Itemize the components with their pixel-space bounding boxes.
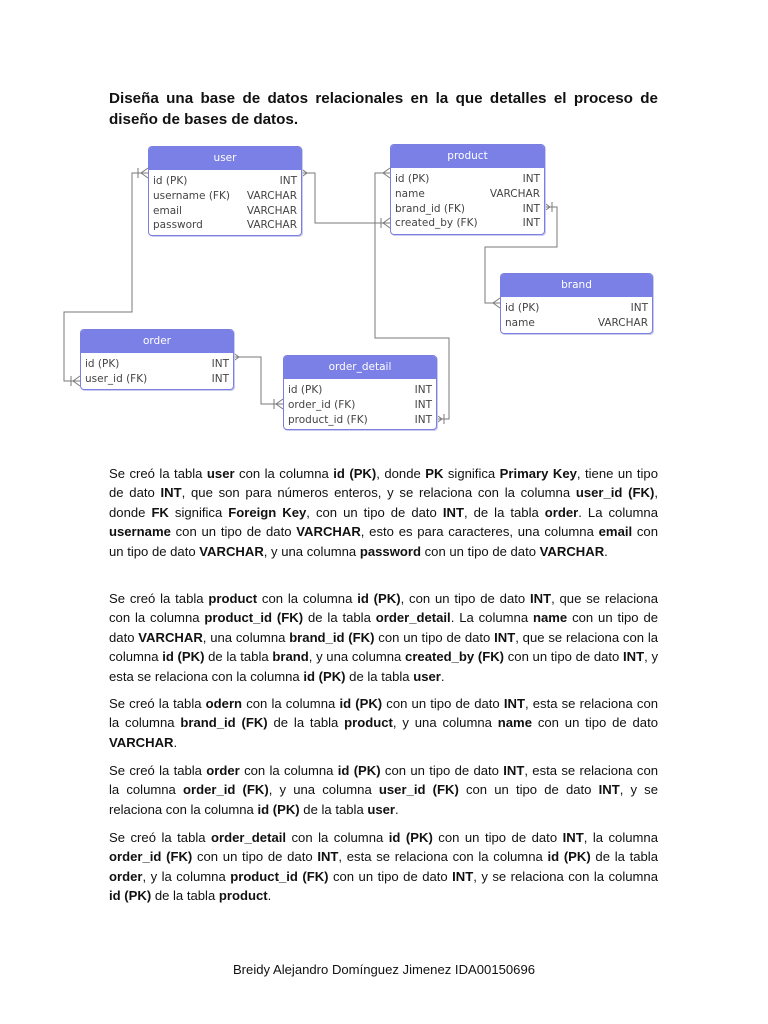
- table-row: [81, 372, 233, 387]
- table-row: [284, 398, 436, 413]
- bold-term: product: [218, 888, 268, 904]
- column-name: id (PK): [288, 384, 323, 396]
- bold-term: username: [109, 524, 171, 540]
- table-row: [501, 301, 652, 316]
- text-run: con un tipo de dato: [420, 543, 540, 559]
- text-run: , y una columna: [308, 649, 406, 665]
- text-run: , de la tabla: [463, 504, 545, 520]
- text-run: con un tipo de dato: [432, 830, 563, 845]
- bold-term: order: [544, 504, 579, 520]
- column-name: username (FK): [153, 189, 230, 202]
- text-run: de la tabla: [299, 801, 368, 817]
- bold-term: email: [598, 524, 633, 540]
- text-run: , donde: [376, 466, 426, 481]
- connector-user-product-created-by: [300, 173, 390, 223]
- bold-term: user_id (FK): [378, 782, 459, 798]
- column-name: product_id (FK): [288, 413, 368, 426]
- table-row: [391, 216, 544, 231]
- text-run: , esta se relaciona con la columna: [338, 849, 548, 865]
- text-run: con la columna: [234, 466, 334, 481]
- text-run: con un tipo de dato: [532, 715, 659, 731]
- paragraph-order-detail: [109, 828, 658, 906]
- bold-term: brand: [272, 649, 309, 665]
- table-row: [149, 204, 301, 219]
- text-run: .: [395, 801, 399, 817]
- bold-term: product_id (FK): [230, 868, 329, 884]
- column-name: id (PK): [505, 302, 540, 314]
- bold-term: brand_id (FK): [180, 715, 268, 731]
- table-row: [81, 357, 233, 372]
- column-type: INT: [211, 358, 229, 370]
- text-run: con la columna: [257, 591, 358, 606]
- column-type: VARCHAR: [597, 316, 648, 329]
- column-type: VARCHAR: [246, 204, 297, 217]
- table-row: [284, 383, 436, 398]
- text-run: significa: [443, 466, 500, 481]
- text-run: , y esta se relaciona con la columna: [109, 649, 659, 684]
- bold-term: order_id (FK): [183, 782, 269, 798]
- text-run: , la columna: [583, 830, 658, 845]
- bold-term: INT: [529, 591, 552, 606]
- text-run: .: [267, 888, 272, 904]
- table-user-title: user: [149, 147, 301, 170]
- text-run: . La columna: [450, 610, 533, 626]
- text-run: , con un tipo de dato: [306, 504, 443, 520]
- text-run: , tiene un tipo de dato: [109, 466, 658, 501]
- text-run: , y una columna: [268, 782, 379, 798]
- text-run: Se creó la tabla: [109, 466, 207, 481]
- text-run: , esta se relaciona con la columna: [109, 763, 659, 798]
- bold-term: product: [208, 591, 258, 606]
- table-order: [80, 329, 234, 390]
- bold-term: VARCHAR: [539, 543, 605, 559]
- text-run: con la columna: [239, 763, 338, 778]
- text-run: , y se relaciona con la columna: [473, 868, 658, 884]
- bold-term: order: [206, 763, 240, 778]
- column-type: VARCHAR: [246, 189, 297, 202]
- text-run: con la columna: [242, 696, 340, 711]
- column-name: id (PK): [395, 173, 430, 185]
- bold-term: INT: [598, 782, 620, 798]
- bold-term: order_id (FK): [109, 849, 193, 865]
- bold-term: password: [359, 543, 421, 559]
- connector-order-order-detail: [232, 357, 283, 404]
- text-run: de la tabla: [267, 715, 345, 731]
- table-row: [391, 187, 544, 202]
- bold-term: id (PK): [547, 849, 591, 865]
- bold-term: id (PK): [337, 763, 381, 778]
- bold-term: INT: [503, 696, 525, 711]
- text-run: Se creó la tabla: [109, 830, 212, 845]
- footer-author: Breidy Alejandro Domínguez Jimenez IDA00150696: [232, 962, 536, 977]
- text-run: con un tipo de dato: [328, 868, 453, 884]
- text-run: , y se relaciona con la columna: [109, 782, 659, 817]
- bold-term: FK: [151, 504, 169, 520]
- bold-term: order_detail: [211, 830, 286, 845]
- table-product-title: product: [391, 145, 544, 168]
- table-user: [148, 146, 302, 236]
- text-run: de la tabla: [345, 668, 414, 684]
- text-run: .: [173, 734, 178, 750]
- text-run: con un tipo de dato: [458, 782, 599, 798]
- text-run: , con un tipo de dato: [400, 591, 530, 606]
- bold-term: order_detail: [375, 610, 451, 626]
- bold-term: INT: [160, 485, 182, 501]
- bold-term: id (PK): [109, 888, 152, 904]
- bold-term: PK: [425, 466, 444, 481]
- column-type: INT: [414, 413, 432, 426]
- bold-term: name: [497, 715, 532, 731]
- text-run: , y una columna: [392, 715, 498, 731]
- bold-term: order: [109, 868, 143, 884]
- text-run: Se creó la tabla: [109, 763, 207, 778]
- table-order-title: order: [81, 330, 233, 353]
- column-name: user_id (FK): [85, 372, 148, 385]
- text-run: con un tipo de dato: [170, 524, 297, 540]
- bold-term: id (PK): [388, 830, 433, 845]
- paragraph-user: [109, 464, 658, 561]
- text-run: Se creó la tabla: [109, 591, 209, 606]
- text-run: , esta se relaciona con la columna: [109, 696, 659, 731]
- column-type: INT: [211, 372, 229, 385]
- bold-term: INT: [452, 868, 474, 884]
- bold-term: id (PK): [162, 649, 205, 665]
- text-run: con un tipo de dato: [504, 649, 624, 665]
- bold-term: odern: [205, 696, 243, 711]
- bold-term: VARCHAR: [138, 629, 203, 645]
- bold-term: INT: [562, 830, 584, 845]
- column-type: INT: [279, 175, 297, 187]
- text-run: con un tipo de dato: [109, 524, 658, 559]
- column-type: VARCHAR: [246, 219, 297, 232]
- column-type: INT: [630, 302, 648, 314]
- bold-term: INT: [442, 504, 464, 520]
- text-run: de la tabla: [151, 888, 219, 904]
- bold-term: id (PK): [339, 696, 383, 711]
- table-order-detail: [283, 355, 437, 430]
- column-name: name: [395, 187, 425, 200]
- text-run: significa: [168, 504, 229, 520]
- bold-term: brand_id (FK): [289, 629, 375, 645]
- text-run: , que son para números enteros, y se relaciona con la columna: [181, 485, 576, 501]
- text-run: , y una columna: [263, 543, 360, 559]
- table-row: [149, 174, 301, 189]
- column-name: created_by (FK): [395, 217, 478, 230]
- bold-term: id (PK): [333, 466, 377, 481]
- column-name: brand_id (FK): [395, 202, 466, 215]
- bold-term: VARCHAR: [296, 524, 361, 540]
- column-type: INT: [414, 398, 432, 411]
- bold-term: INT: [494, 629, 516, 645]
- bold-term: INT: [623, 649, 645, 665]
- table-product: [390, 144, 545, 235]
- bold-term: id (PK): [357, 591, 401, 606]
- text-run: de la tabla: [303, 610, 376, 626]
- bold-term: user: [367, 801, 396, 817]
- column-type: INT: [414, 384, 432, 396]
- bold-term: INT: [317, 849, 339, 865]
- bold-term: Foreign Key: [228, 504, 307, 520]
- page-heading: Diseña una base de datos relacionales en la que detalles el proceso de diseño de bases de datos.: [109, 90, 658, 128]
- text-run: con un tipo de dato: [382, 696, 504, 711]
- text-run: . La columna: [578, 504, 658, 520]
- paragraph-order: [109, 761, 658, 819]
- text-run: de la tabla: [204, 649, 273, 665]
- text-run: , donde: [109, 485, 658, 520]
- text-run: con un tipo de dato: [192, 849, 318, 865]
- column-type: VARCHAR: [489, 187, 540, 200]
- column-name: email: [153, 204, 182, 217]
- table-row: [284, 413, 436, 428]
- bold-term: id (PK): [257, 801, 300, 817]
- bold-term: user_id (FK): [575, 485, 655, 501]
- bold-term: user: [413, 668, 441, 684]
- bold-term: INT: [503, 763, 525, 778]
- table-row: [391, 172, 544, 187]
- table-row: [391, 202, 544, 217]
- table-row: [149, 218, 301, 233]
- text-run: .: [440, 668, 445, 684]
- text-run: , que se relaciona con la columna: [109, 629, 659, 665]
- bold-term: name: [532, 610, 568, 626]
- text-run: , y la columna: [142, 868, 231, 884]
- text-run: Se creó la tabla: [109, 696, 206, 711]
- column-type: INT: [522, 202, 540, 215]
- text-run: con un tipo de dato: [380, 763, 504, 778]
- text-run: con un tipo de dato: [374, 629, 495, 645]
- bold-term: created_by (FK): [405, 649, 505, 665]
- text-run: , una columna: [202, 629, 290, 645]
- text-run: , que se relaciona con la columna: [109, 591, 658, 626]
- table-order-detail-title: order_detail: [284, 356, 436, 379]
- text-run: de la tabla: [590, 849, 658, 865]
- paragraph-product: [109, 589, 658, 686]
- column-name: id (PK): [153, 175, 188, 187]
- paragraph-brand: [109, 694, 658, 752]
- column-name: id (PK): [85, 358, 120, 370]
- table-brand-title: brand: [501, 274, 652, 297]
- column-name: order_id (FK): [288, 398, 356, 411]
- bold-term: user: [206, 466, 235, 481]
- column-name: name: [505, 316, 535, 329]
- bold-term: product_id (FK): [204, 610, 304, 626]
- bold-term: id (PK): [303, 668, 346, 684]
- text-run: con un tipo de dato: [109, 610, 659, 645]
- column-type: INT: [522, 173, 540, 185]
- text-run: .: [604, 543, 608, 559]
- bold-term: product: [344, 715, 393, 731]
- column-name: password: [153, 219, 203, 232]
- bold-term: VARCHAR: [199, 543, 264, 559]
- bold-term: Primary Key: [499, 466, 577, 481]
- column-type: INT: [522, 217, 540, 230]
- table-row: [149, 189, 301, 204]
- table-row: [501, 316, 652, 331]
- text-run: con la columna: [286, 830, 389, 845]
- text-run: , esto es para caracteres, una columna: [360, 524, 599, 540]
- bold-term: VARCHAR: [109, 734, 174, 750]
- table-brand: [500, 273, 653, 334]
